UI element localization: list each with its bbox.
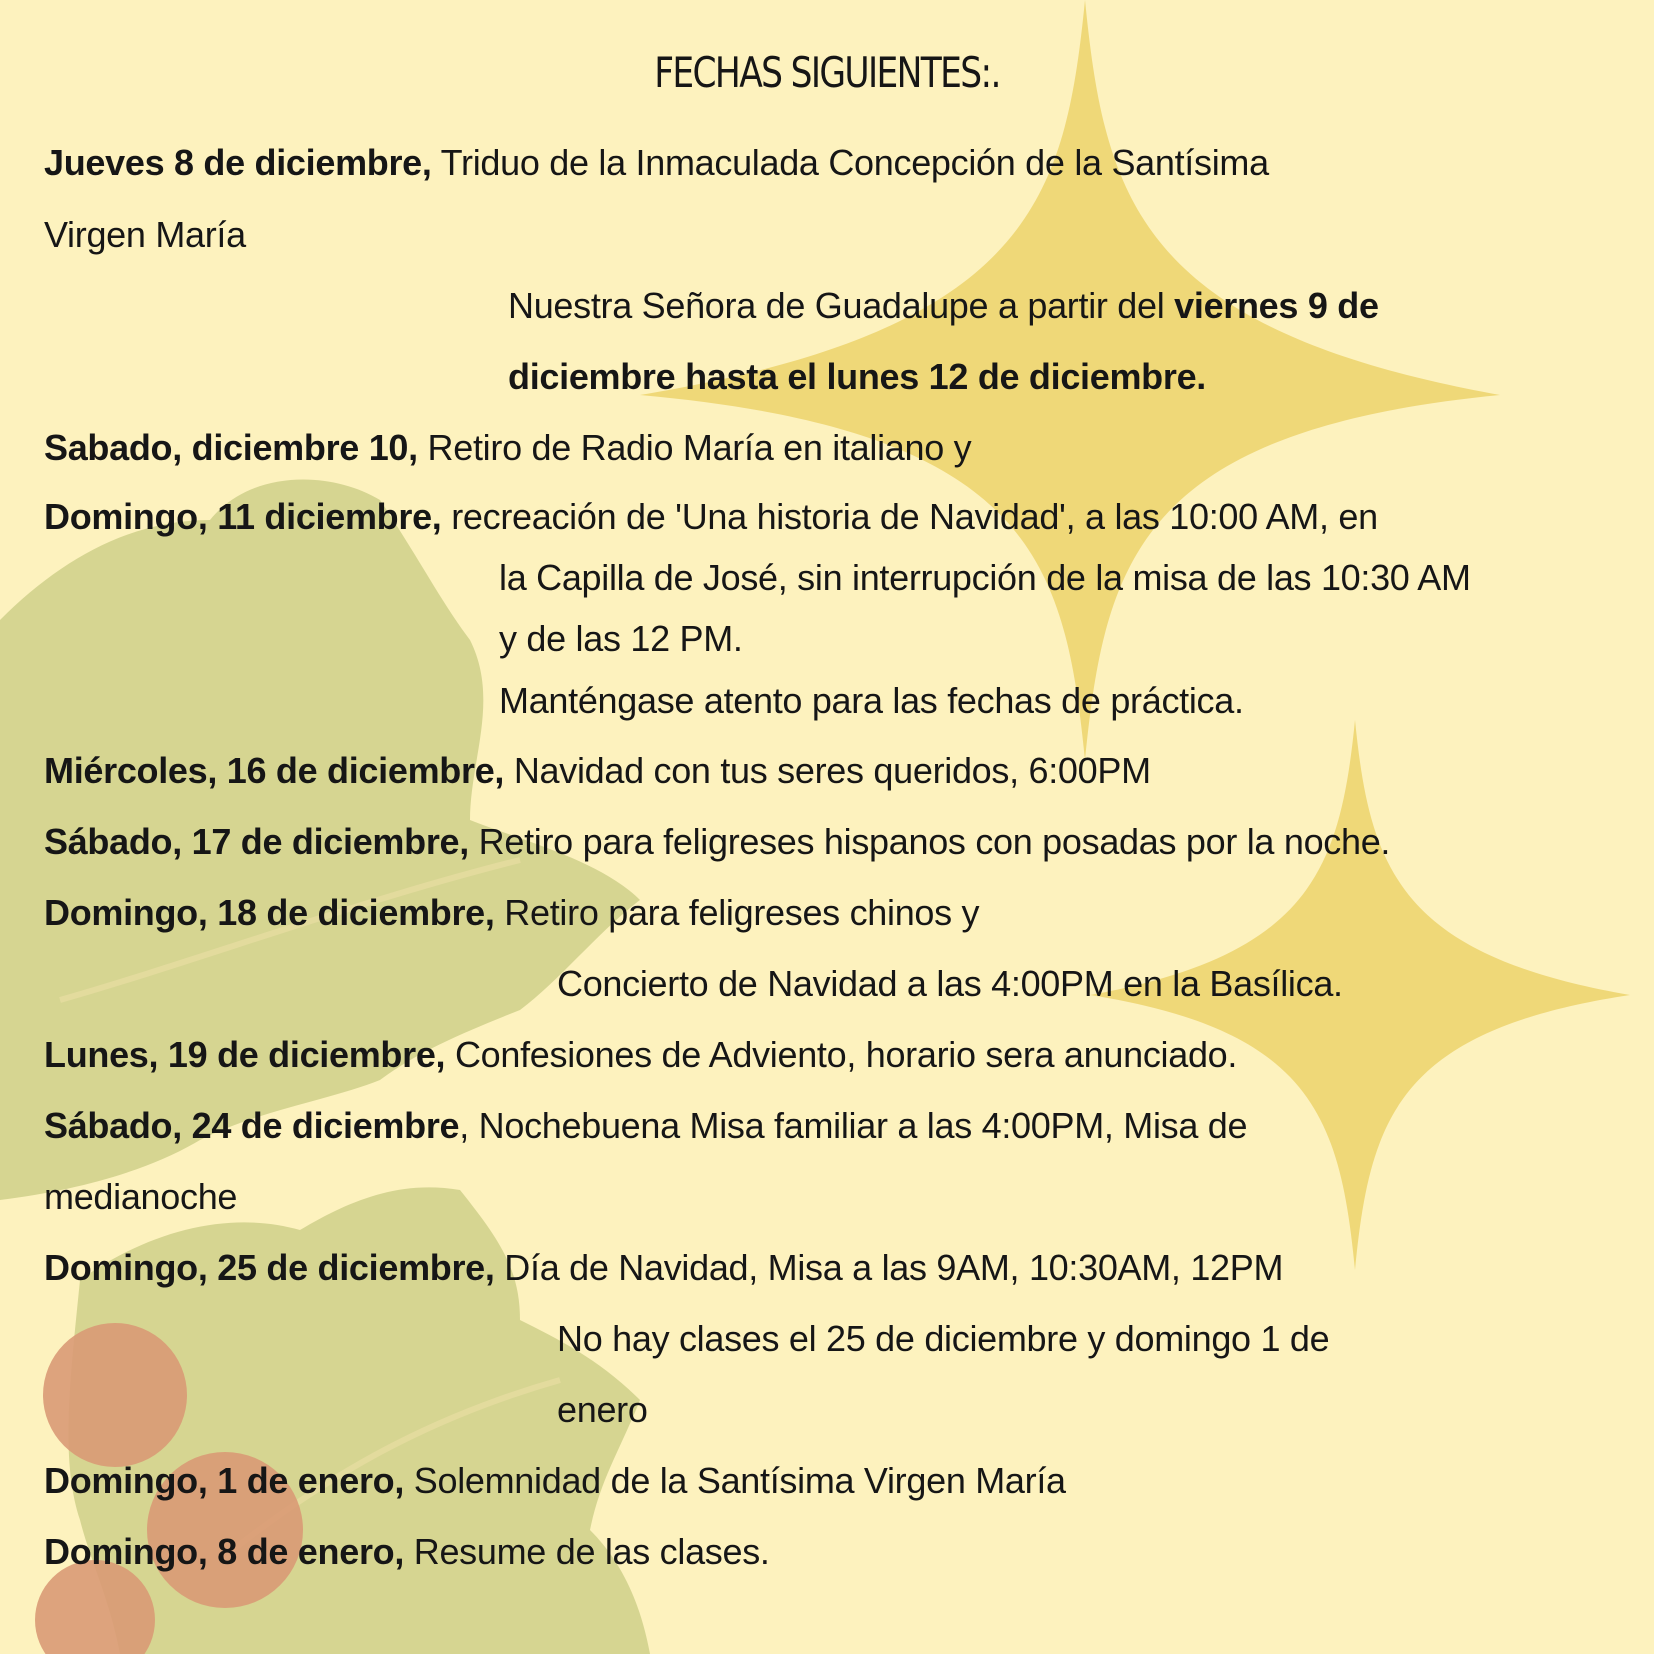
schedule-line: Domingo, 11 diciembre, recreación de 'Una historia de Navidad', a las 10:00 AM, en (44, 496, 1378, 537)
schedule-line: Sábado, 24 de diciembre, Nochebuena Misa familiar a las 4:00PM, Misa de (44, 1105, 1248, 1146)
page-title: FECHAS SIGUIENTES:. (654, 48, 1000, 97)
schedule-line: diciembre hasta el lunes 12 de diciembre. (508, 356, 1206, 397)
schedule-line: Jueves 8 de diciembre, Triduo de la Inmaculada Concepción de la Santísima (44, 142, 1269, 183)
schedule-line: Domingo, 8 de enero, Resume de las clases. (44, 1531, 770, 1572)
schedule-line: Miércoles, 16 de diciembre, Navidad con tus seres queridos, 6:00PM (44, 750, 1151, 791)
schedule-line: Domingo, 25 de diciembre, Día de Navidad, Misa a las 9AM, 10:30AM, 12PM (44, 1247, 1284, 1288)
schedule-line: Sábado, 17 de diciembre, Retiro para feligreses hispanos con posadas por la noche. (44, 821, 1391, 862)
schedule-line: Nuestra Señora de Guadalupe a partir del viernes 9 de (508, 285, 1379, 326)
schedule-line: la Capilla de José, sin interrupción de la misa de las 10:30 AM (499, 557, 1471, 598)
schedule-line: No hay clases el 25 de diciembre y domingo 1 de (557, 1318, 1330, 1359)
schedule-line: Domingo, 1 de enero, Solemnidad de la Santísima Virgen María (44, 1460, 1066, 1501)
holly-berry-icon (43, 1323, 187, 1467)
schedule-line: medianoche (44, 1176, 238, 1217)
schedule-line: Lunes, 19 de diciembre, Confesiones de Adviento, horario sera anunciado. (44, 1034, 1238, 1075)
schedule-line: Domingo, 18 de diciembre, Retiro para feligreses chinos y (44, 892, 980, 933)
schedule-line: enero (557, 1389, 648, 1430)
schedule-line: y de las 12 PM. (499, 618, 743, 659)
schedule-line: Sabado, diciembre 10, Retiro de Radio María en italiano y (44, 427, 972, 468)
schedule-line: Manténgase atento para las fechas de práctica. (499, 680, 1244, 721)
schedule-line: Concierto de Navidad a las 4:00PM en la Basílica. (557, 963, 1343, 1004)
schedule-line: Virgen María (44, 214, 246, 255)
